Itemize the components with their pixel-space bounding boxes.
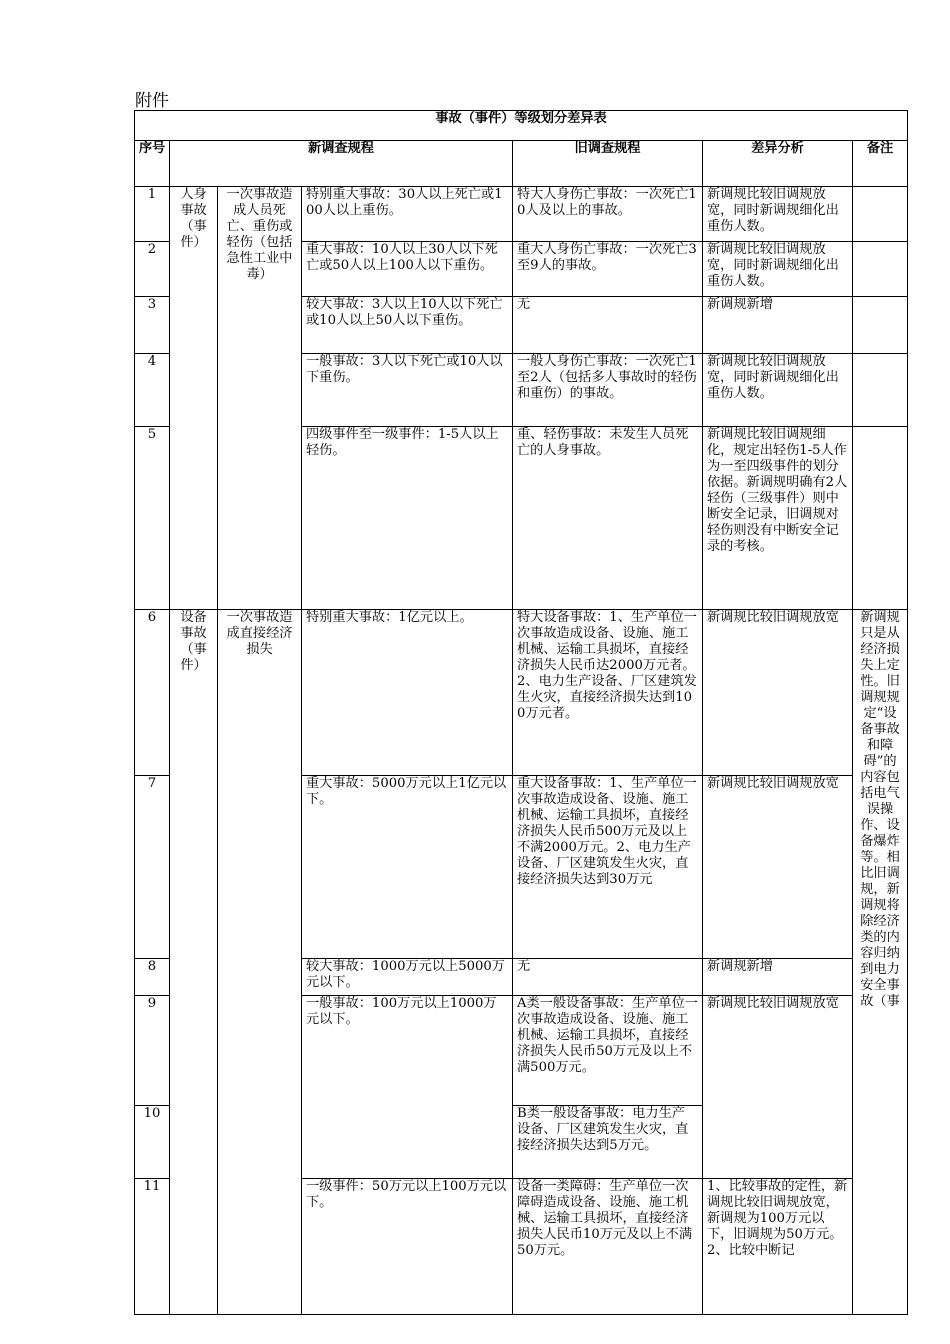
remark-cell [853,297,908,354]
old-rule-cell: 设备一类障碍：生产单位一次障碍造成设备、设施、施工机械、运输工具损坏，直接经济损失人民币10万元及以上不满50万元。 [513,1179,703,1315]
new-rule-cell: 重大事故：5000万元以上1亿元以下。 [302,776,513,959]
new-rule-cell: 较大事故：3人以上10人以下死亡或10人以上50人以下重伤。 [302,297,513,354]
new-rule-cell: 特别重大事故：1亿元以上。 [302,610,513,776]
analysis-cell: 新调规比较旧调规放宽 [703,776,853,959]
old-rule-cell: A类一般设备事故：生产单位一次事故造成设备、设施、施工机械、运输工具损坏，直接经济损失人民币50万元及以上不满500万元。 [513,996,703,1106]
new-rule-cell: 较大事故：1000万元以上5000万元以下。 [302,959,513,996]
new-rule-cell: 一级事件：50万元以上100万元以下。 [302,1179,513,1315]
accident-grading-difference-table [134,110,908,1315]
analysis-cell: 新调规比较旧调规放宽 [703,610,853,776]
title-row [135,111,908,141]
row-seq: 4 [135,354,170,427]
attachment-label: 附件 [135,91,169,111]
row-seq: 7 [135,776,170,959]
row-seq: 8 [135,959,170,996]
old-rule-cell: 特大设备事故：1、生产单位一次事故造成设备、设施、施工机械、运输工具损坏，直接经济损失人民币达2000万元者。2、电力生产设备、厂区建筑发生火灾，直接经济损失达到100万元者。 [513,610,703,776]
row-seq: 11 [135,1179,170,1315]
analysis-cell: 新调规比较旧调规放宽，同时新调规细化出重伤人数。 [703,242,853,297]
criterion-equipment: 一次事故造成直接经济损失 [218,610,302,1315]
old-rule-cell: 重、轻伤事故：未发生人员死亡的人身事故。 [513,427,703,610]
header-new-rules: 新调查规程 [170,141,513,187]
old-rule-cell: 重大设备事故：1、生产单位一次事故造成设备、设施、施工机械、运输工具损坏，直接经济损失人民币500万元及以上不满2000万元。2、电力生产设备、厂区建筑发生火灾，直接经济损失达到30万元 [513,776,703,959]
row-seq: 5 [135,427,170,610]
new-rule-cell: 一般事故：3人以下死亡或10人以下重伤。 [302,354,513,427]
analysis-cell: 新调规比较旧调规放宽 [703,996,853,1179]
old-rule-cell: 一般人身伤亡事故：一次死亡1至2人（包括多人事故时的轻伤和重伤）的事故。 [513,354,703,427]
row-seq: 10 [135,1106,170,1179]
row-seq: 3 [135,297,170,354]
row-seq: 6 [135,610,170,776]
category-personal: 人身事故（事件） [170,187,218,610]
remark-equipment: 新调规只是从经济损失上定性。旧调规规定“设备事故和障碍”的内容包括电气误操作、设备爆炸等。相比旧调规，新调规将除经济类的内容归纳到电力安全事故（事 [853,610,908,1315]
analysis-cell: 新调规比较旧调规细化，规定出轻伤1-5人作为一至四级事件的划分依据。新调规明确有2人轻伤（三级事件）则中断安全记录，旧调规对轻伤则没有中断安全记录的考核。 [703,427,853,610]
analysis-cell: 新调规新增 [703,297,853,354]
table-title: 事故（事件）等级划分差异表 [135,111,908,141]
analysis-cell: 新调规新增 [703,959,853,996]
old-rule-cell: 重大人身伤亡事故：一次死亡3至9人的事故。 [513,242,703,297]
header-old-rules: 旧调查规程 [513,141,703,187]
analysis-cell: 新调规比较旧调规放宽，同时新调规细化出重伤人数。 [703,354,853,427]
row-seq: 2 [135,242,170,297]
analysis-cell: 1、比较事故的定性，新调规比较旧调规放宽，新调规为100万元以下，旧调规为50万元。 2、比较中断记 [703,1179,853,1315]
header-analysis: 差异分析 [703,141,853,187]
remark-cell [853,242,908,297]
row-seq: 9 [135,996,170,1106]
old-rule-cell: B类一般设备事故：电力生产设备、厂区建筑发生火灾，直接经济损失达到5万元。 [513,1106,703,1179]
remark-cell [853,354,908,427]
new-rule-cell: 特别重大事故：30人以上死亡或100人以上重伤。 [302,187,513,242]
old-rule-cell: 无 [513,297,703,354]
new-rule-cell: 重大事故：10人以上30人以下死亡或50人以上100人以下重伤。 [302,242,513,297]
table-row [135,187,908,242]
header-remarks: 备注 [853,141,908,187]
row-seq: 1 [135,187,170,242]
remark-cell [853,187,908,242]
table-row [135,610,908,776]
remark-cell [853,427,908,610]
criterion-personal: 一次事故造成人员死亡、重伤或轻伤（包括急性工业中毒） [218,187,302,610]
header-row [135,141,908,187]
new-rule-cell: 四级事件至一级事件：1-5人以上轻伤。 [302,427,513,610]
old-rule-cell: 无 [513,959,703,996]
old-rule-cell: 特大人身伤亡事故：一次死亡10人及以上的事故。 [513,187,703,242]
header-seq: 序号 [135,141,170,187]
analysis-cell: 新调规比较旧调规放宽，同时新调规细化出重伤人数。 [703,187,853,242]
new-rule-cell: 一般事故：100万元以上1000万元以下。 [302,996,513,1179]
category-equipment: 设备事故（事件） [170,610,218,1315]
